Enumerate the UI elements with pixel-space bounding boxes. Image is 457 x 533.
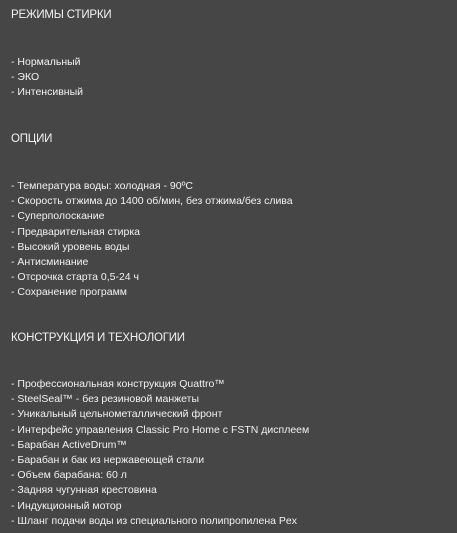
options-list xyxy=(11,179,293,301)
list-item: - ЭКО xyxy=(11,70,83,85)
list-item: - Суперполоскание xyxy=(11,209,293,224)
list-item: - Интенсивный xyxy=(11,85,83,100)
list-item: - Уникальный цельнометаллический фронт xyxy=(11,407,309,422)
list-item: - Предварительная стирка xyxy=(11,225,293,240)
list-item: - Отсрочка старта 0,5-24 ч xyxy=(11,270,293,285)
section-title-construction: КОНСТРУКЦИЯ И ТЕХНОЛОГИИ xyxy=(11,332,185,344)
list-item: - SteelSeal™ - без резиновой манжеты xyxy=(11,392,309,407)
construction-list xyxy=(11,377,309,529)
list-item: - Шланг подачи воды из специального полипропилена Pex xyxy=(11,514,309,529)
list-item: - Индукционный мотор xyxy=(11,499,309,514)
list-item: - Скорость отжима до 1400 об/мин, без отжима/без слива xyxy=(11,194,293,209)
list-item: - Задняя чугунная крестовина xyxy=(11,483,309,498)
list-item: - Профессиональная конструкция Quattro™ xyxy=(11,377,309,392)
list-item: - Объем барабана: 60 л xyxy=(11,468,309,483)
list-item: - Сохранение программ xyxy=(11,285,293,300)
section-title-wash-modes: РЕЖИМЫ СТИРКИ xyxy=(11,9,112,21)
list-item: - Барабан и бак из нержавеющей стали xyxy=(11,453,309,468)
list-item: - Нормальный xyxy=(11,55,83,70)
list-item: - Антисминание xyxy=(11,255,293,270)
list-item: - Высокий уровень воды xyxy=(11,240,293,255)
list-item: - Барабан ActiveDrum™ xyxy=(11,438,309,453)
section-title-options: ОПЦИИ xyxy=(11,133,53,145)
wash-modes-list xyxy=(11,55,83,101)
list-item: - Температура воды: холодная - 90ºС xyxy=(11,179,293,194)
list-item: - Интерфейс управления Classic Pro Home с FSTN дисплеем xyxy=(11,423,309,438)
